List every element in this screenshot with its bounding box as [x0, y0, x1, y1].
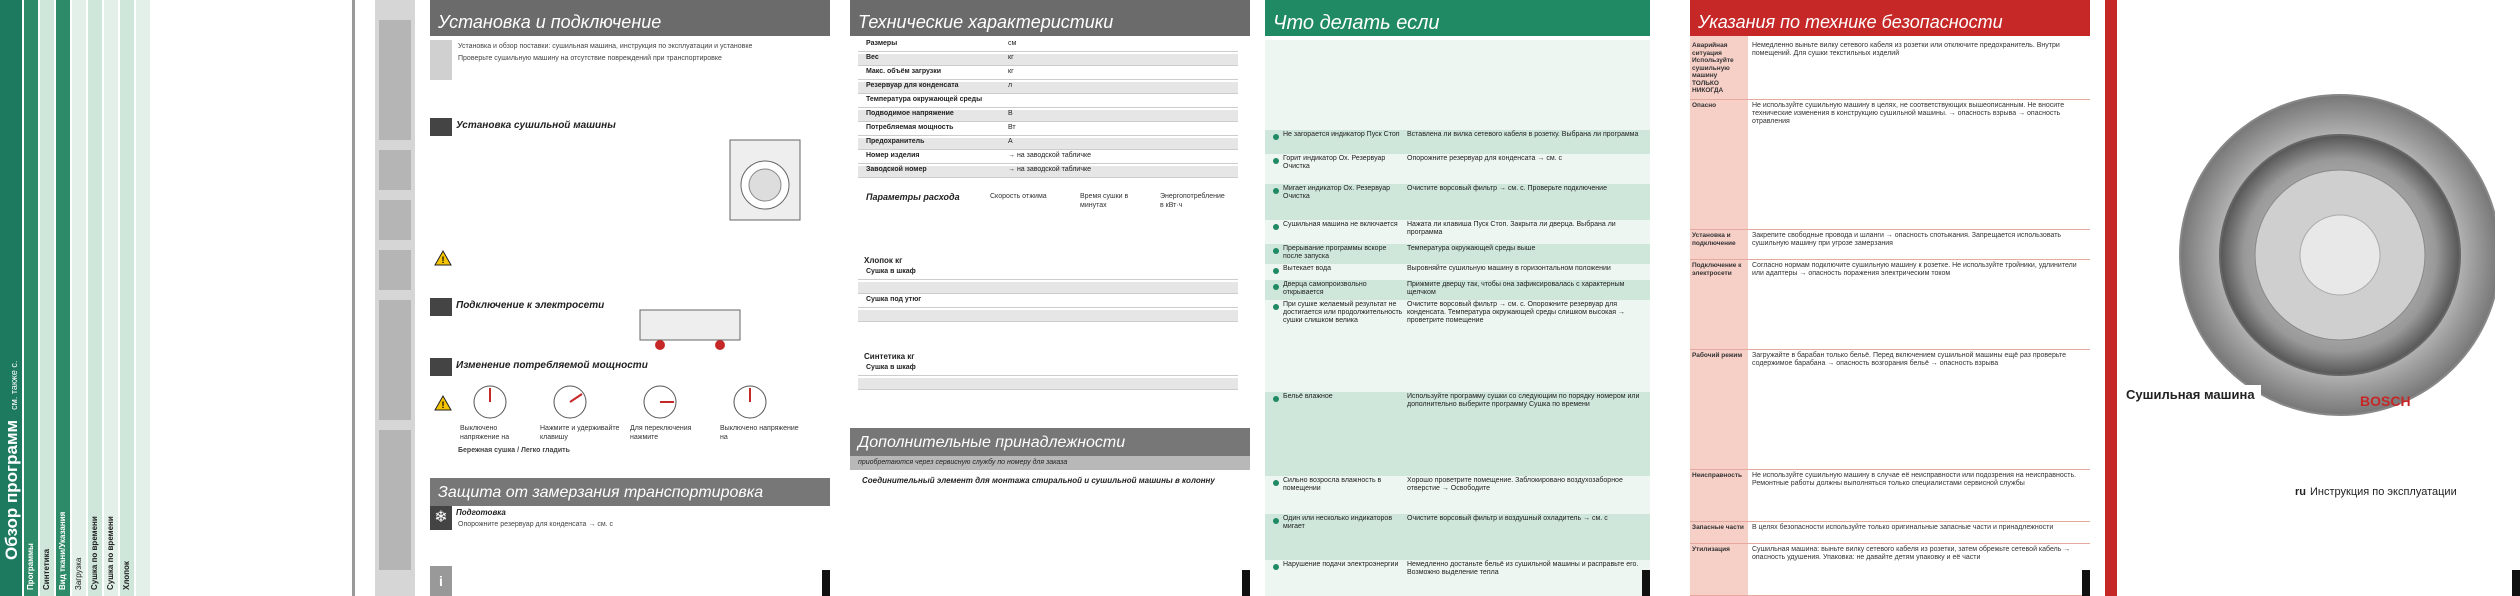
- ts-row: Нарушение подачи электроэнергии Немедленно достаньте бельё из сушильной машины и расправьте его. Возможно выделение тепла: [1265, 560, 1650, 596]
- program-item: Сушка по времени: [106, 516, 115, 590]
- side-tab: [379, 300, 411, 420]
- warning-icon: [434, 250, 452, 266]
- cover-panel: [2105, 0, 2520, 596]
- info-icon: i: [439, 573, 443, 589]
- frost-sub: Подготовка: [456, 508, 506, 517]
- troubleshooting-panel: [1265, 0, 1650, 596]
- cotton-label: Хлопок кг: [864, 256, 903, 265]
- frost-title: Защита от замерзания транспортировка: [430, 478, 830, 506]
- safety-title: Указания по технике безопасности: [1690, 0, 2090, 36]
- ts-row: Прерывание программы вскоре после запуска Температура окружающей среды выше: [1265, 244, 1650, 264]
- ts-row: Сильно возросла влажность в помещении Хорошо проветрите помещение. Заблокировано воздухозаборное отверстие → Освободите: [1265, 476, 1650, 514]
- installation-panel: [430, 0, 830, 596]
- spec-row: Температура окружающей среды: [858, 96, 1238, 108]
- ts-intro: [1265, 40, 1650, 130]
- overview-edge: [352, 0, 355, 596]
- page-edge-mark: [1242, 570, 1250, 596]
- overview-col-strip: [136, 0, 150, 596]
- installation-title: Установка и подключение: [430, 0, 830, 36]
- consumption-title: Параметры расхода: [866, 192, 960, 202]
- safety-row: Опасно Не используйте сушильную машину в целях, не соответствующих вышеописанным. Не вносите технические изменения в конструкцию сушильной машины. → опасность взрыва → опасность отравления: [1690, 100, 2090, 230]
- safety-row: Рабочий режим Загружайте в барабан только бельё. Перед включением сушильной машины ещё раз проверьте содержимое барабана → опасность возгорания бельё → опасность взрыва: [1690, 350, 2090, 470]
- snowflake-box: [430, 506, 452, 530]
- side-tabs: [375, 0, 415, 596]
- install-para: Проверьте сушильную машину на отсутствие повреждений при транспортировке: [458, 55, 722, 62]
- ts-row: Дверца самопроизвольно открывается Прижмите дверцу так, чтобы она зафиксировалась с характерным щелчком: [1265, 280, 1650, 300]
- side-tab: [379, 150, 411, 190]
- ts-row: Сушильная машина не включается Нажата ли клавиша Пуск Стоп. Закрыта ли дверца. Выбрана ли программа: [1265, 220, 1650, 244]
- svg-text:!: !: [441, 400, 445, 410]
- gutter-box: [430, 40, 452, 80]
- specs-panel: [850, 0, 1250, 596]
- gutter-box: [430, 118, 452, 136]
- power-step-label: Нажмите и удерживайте клавишу: [540, 425, 620, 441]
- safety-row: Установка и подключение Закрепите свободные провода и шланги → опасность спотыкания. Запрещается использовать сушильную машину при угрозе замерзания: [1690, 230, 2090, 260]
- cons-row: [858, 282, 1238, 294]
- program-overview-panel: [0, 0, 355, 596]
- spec-row: Размеры см: [858, 40, 1238, 52]
- overview-title: Обзор программсм. также с.: [2, 360, 21, 560]
- page-edge-mark: [822, 570, 830, 596]
- power-step-label: Выключено напряжение на: [460, 425, 510, 441]
- safety-row: Подключение к электросети Согласно нормам подключите сушильную машину к розетке. Не используйте тройники, удлинители или адаптеры → опасность поражения электрическим током: [1690, 260, 2090, 350]
- spec-row: Потребляемая мощность Вт: [858, 124, 1238, 136]
- leveling-illustration: [630, 300, 760, 360]
- program-item: Хлопок: [122, 561, 131, 590]
- brand-logo: BOSCH: [2360, 393, 2411, 409]
- cons-header: Время сушки в минутах: [1080, 193, 1129, 209]
- accessories-title: Дополнительные принадлежности: [850, 428, 1250, 456]
- dryer-door-photo: [2175, 90, 2495, 420]
- overview-col-strip: [120, 0, 134, 596]
- troubleshooting-title: Что делать если: [1265, 0, 1650, 36]
- safety-row: Неисправность Не используйте сушильную машину в случае её неисправности или подозрения на неисправность. Ремонтные работы должны выполняться только специалистами сервисной службы: [1690, 470, 2090, 522]
- safety-row: Утилизация Сушильная машина: выньте вилку сетевого кабеля из розетки, затем обрежьте сетевой кабель → опасность удушения. Упаковка: не давайте детям упаковку и её части: [1690, 544, 2090, 596]
- power-step-label: Выключено напряжение на: [720, 425, 799, 441]
- page-edge-mark: [2512, 570, 2520, 596]
- ts-row: Не загорается индикатор Пуск Стоп Вставлена ли вилка сетевого кабеля в розетку. Выбрана ли программа: [1265, 130, 1650, 154]
- safety-row: Запасные части В целях безопасности используйте только оригинальные запасные части и принадлежности: [1690, 522, 2090, 544]
- power-dial-icon: [470, 384, 510, 420]
- section-install: Установка сушильной машины: [456, 120, 616, 131]
- spec-row: Макс. объём загрузки кг: [858, 68, 1238, 80]
- program-item: Синтетика: [42, 548, 51, 590]
- ts-row: Вытекает вода Выровняйте сушильную машину в горизонтальном положении: [1265, 264, 1650, 280]
- safety-row: Аварийная ситуация Используйте сушильную машину ТОЛЬКО НИКОГДА Немедленно выньте вилку сетевого кабеля из розетки или отключите предохранитель. Внутри помещений. Для сушки текстильных изделий: [1690, 40, 2090, 100]
- cons-row: [858, 378, 1238, 390]
- overview-col-strip: [56, 0, 70, 596]
- ts-row: Бельё влажное Используйте программу сушки со следующим по порядку номером или дополнительно выберите программу Сушка по времени: [1265, 392, 1650, 476]
- safety-panel: [1690, 0, 2090, 596]
- column-programs: Программы: [26, 543, 35, 590]
- info-box: [430, 566, 452, 596]
- overview-col-strip: [72, 0, 86, 596]
- cover-caption: Сушильная машина: [2120, 385, 2261, 404]
- overview-col-strip: [104, 0, 118, 596]
- overview-col-strip: [88, 0, 102, 596]
- power-step-label: Для переключения нажмите: [630, 425, 692, 441]
- power-dial-icon: [730, 384, 770, 420]
- spec-row: Резервуар для конденсата л: [858, 82, 1238, 94]
- side-tab: [379, 430, 411, 570]
- side-tab: [379, 250, 411, 290]
- spec-row: Вес кг: [858, 54, 1238, 66]
- column-load: Загрузка: [74, 557, 83, 590]
- cons-row: [858, 310, 1238, 322]
- power-dial-icon: [640, 384, 680, 420]
- cons-row: Сушка в шкаф: [858, 268, 1238, 280]
- dryer-illustration: [720, 130, 820, 240]
- side-tab: [379, 20, 411, 140]
- warning-icon: [434, 395, 452, 411]
- side-tab: [379, 200, 411, 240]
- ts-row: Мигает индикатор Ох. Резервуар Очистка Очистите ворсовый фильтр → см. с. Проверьте подключение: [1265, 184, 1650, 220]
- cons-row: Сушка в шкаф: [858, 364, 1238, 376]
- program-item: Сушка по времени: [90, 516, 99, 590]
- overview-col-strip: [24, 0, 38, 596]
- gutter-box: [430, 358, 452, 376]
- cover-redbar: [2105, 0, 2117, 596]
- cons-header: Скорость отжима: [990, 193, 1047, 200]
- cons-header: Энергопотребление в кВт·ч: [1160, 193, 1225, 209]
- page-edge-mark: [1642, 570, 1650, 596]
- spec-row: Предохранитель А: [858, 138, 1238, 150]
- section-power: Изменение потребляемой мощности: [456, 360, 648, 371]
- install-para: Бережная сушка / Легко гладить: [458, 447, 570, 454]
- snowflake-icon: ❄: [434, 509, 448, 526]
- overview-col-strip: [40, 0, 54, 596]
- column-fabric: Вид ткани/Указания: [58, 511, 67, 590]
- ts-row: Горит индикатор Ох. Резервуар Очистка Опорожните резервуар для конденсата → см. с: [1265, 154, 1650, 184]
- frost-text: Опорожните резервуар для конденсата → см. с: [458, 521, 614, 528]
- ts-row: При сушке желаемый результат не достигается или продолжительность сушки слишком велика Очистите ворсовый фильтр → см. с. Опорожните резервуар для конденсата. Температура окружающей среды слишком высокая → проветрите помещение: [1265, 300, 1650, 392]
- section-electric: Подключение к электросети: [456, 300, 605, 311]
- page-edge-mark: [2082, 570, 2090, 596]
- accessories-sub: приобретаются через сервисную службу по номеру для заказа: [850, 456, 1250, 470]
- manual-title: ru Инструкция по эксплуатации: [2295, 486, 2457, 498]
- specs-title: Технические характеристики: [850, 0, 1250, 36]
- synthetic-label: Синтетика кг: [864, 352, 915, 361]
- spec-row: Номер изделия → на заводской табличке: [858, 152, 1238, 164]
- svg-text:!: !: [441, 255, 445, 265]
- ts-row: Один или несколько индикаторов мигает Очистите ворсовый фильтр и воздушный охладитель → см. с: [1265, 514, 1650, 560]
- spec-row: Заводской номер → на заводской табличке: [858, 166, 1238, 178]
- cons-row: Сушка под утюг: [858, 296, 1238, 308]
- install-para: Установка и обзор поставки: сушильная машина, инструкция по эксплуатации и установке: [458, 43, 753, 50]
- spec-row: Подводимое напряжение В: [858, 110, 1238, 122]
- gutter-box: [430, 298, 452, 316]
- accessories-item: Соединительный элемент для монтажа стиральной и сушильной машины в колонну: [862, 476, 1215, 485]
- power-dial-icon: [550, 384, 590, 420]
